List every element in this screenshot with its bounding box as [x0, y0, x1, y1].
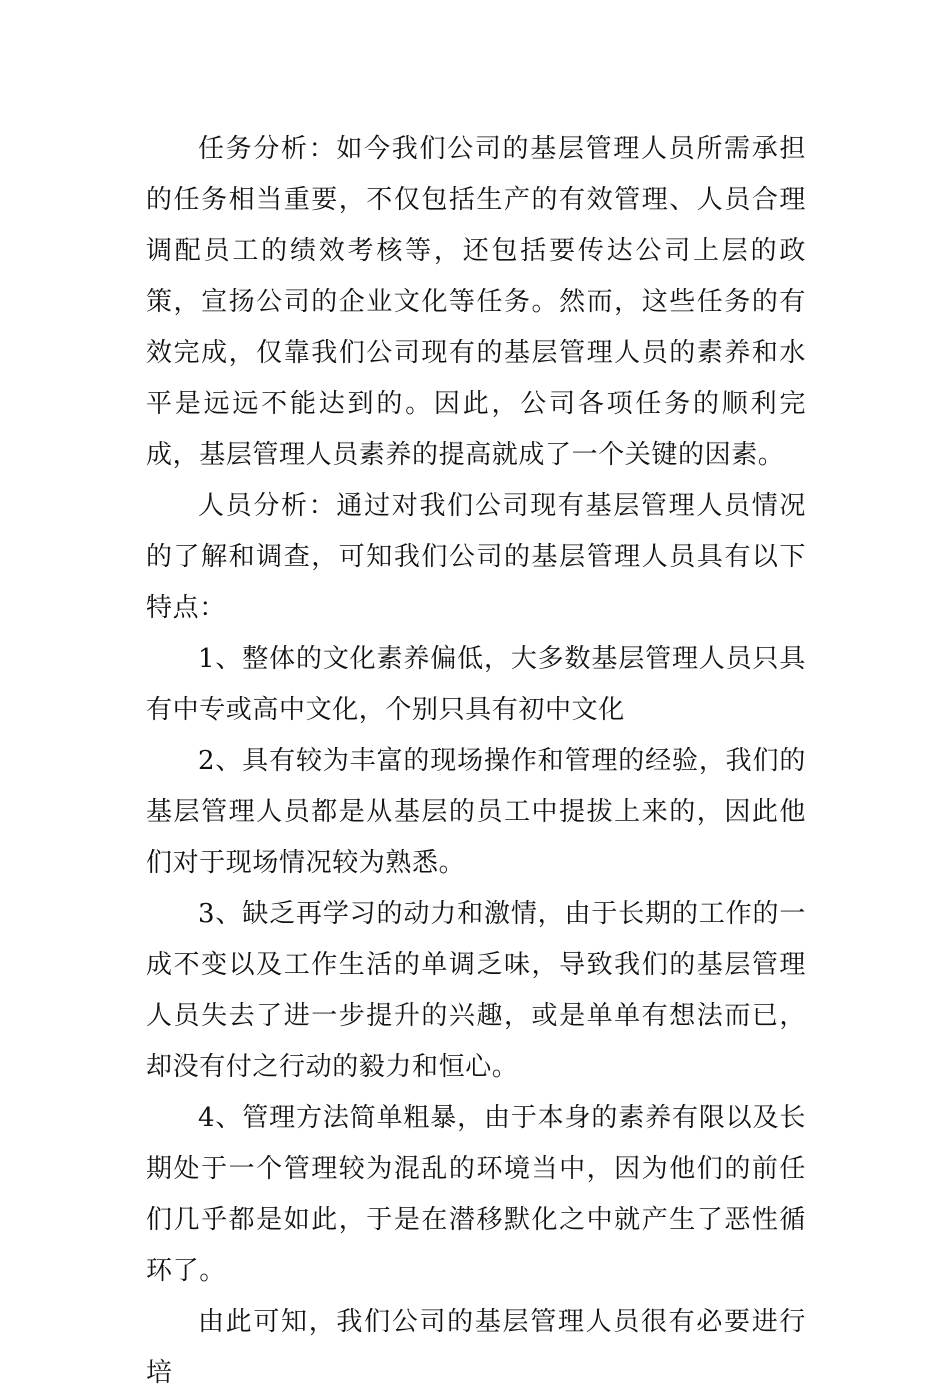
paragraph-task-analysis: 任务分析：如今我们公司的基层管理人员所需承担的任务相当重要，不仅包括生产的有效管理、人员合理调配员工的绩效考核等，还包括要传达公司上层的政策，宣扬公司的企业文化等任务。然而，这些任务的有效完成，仅靠我们公司现有的基层管理人员的素养和水平是远远不能达到的。因此，公司各项任务的顺利完成，基层管理人员素养的提高就成了一个关键的因素。: [146, 134, 806, 470]
paragraph-point-1: 1、整体的文化素养偏低，大多数基层管理人员只具有中专或高中文化，个别只具有初中文化: [146, 644, 806, 725]
document-body: [146, 124, 806, 1399]
paragraph-point-4: 4、管理方法简单粗暴，由于本身的素养有限以及长期处于一个管理较为混乱的环境当中，因为他们的前任们几乎都是如此，于是在潜移默化之中就产生了恶性循环了。: [146, 1103, 806, 1286]
paragraph-conclusion: 由此可知，我们公司的基层管理人员很有必要进行培: [146, 1307, 806, 1388]
paragraph-point-2: 2、具有较为丰富的现场操作和管理的经验，我们的基层管理人员都是从基层的员工中提拔上来的，因此他们对于现场情况较为熟悉。: [146, 746, 806, 878]
paragraph-staff-analysis: 人员分析：通过对我们公司现有基层管理人员情况的了解和调查，可知我们公司的基层管理人员具有以下特点：: [146, 491, 806, 623]
paragraph-point-3: 3、缺乏再学习的动力和激情，由于长期的工作的一成不变以及工作生活的单调乏味，导致我们的基层管理人员失去了进一步提升的兴趣，或是单单有想法而已，却没有付之行动的毅力和恒心。: [146, 899, 806, 1082]
